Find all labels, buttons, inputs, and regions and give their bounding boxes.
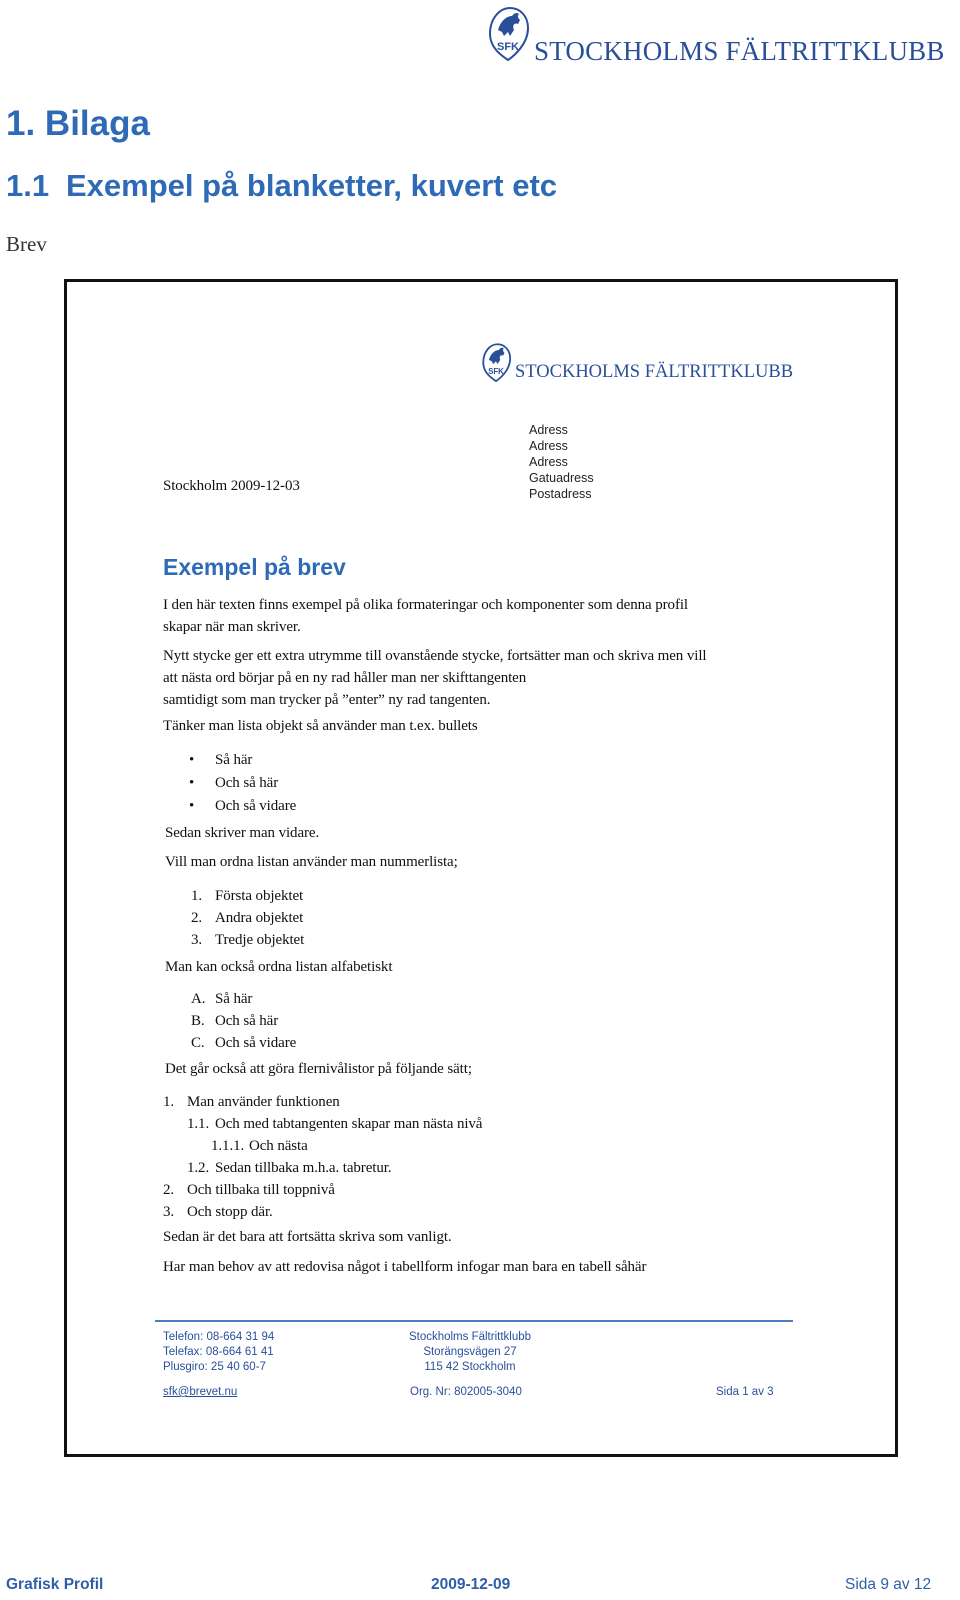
letter-club-name: STOCKHOLMS FÄLTRITTKLUBB bbox=[515, 362, 794, 382]
list-item-text: Och så här bbox=[215, 1013, 279, 1029]
bullet-icon: • bbox=[189, 752, 195, 768]
footer-fax: Telefax: 08-664 61 41 bbox=[163, 1346, 274, 1358]
closing-line-1: Sedan är det bara att fortsätta skriva som vanligt. bbox=[163, 1229, 452, 1245]
list-item bbox=[163, 1157, 482, 1179]
subsection-title: Exempel på blanketter, kuvert etc bbox=[66, 168, 558, 203]
list-marker: C. bbox=[191, 1035, 205, 1051]
logo-initials: SFK bbox=[497, 41, 519, 53]
letter-title: Exempel på brev bbox=[163, 554, 346, 580]
multilevel-intro: Det går också att göra flernivålistor på följande sätt; bbox=[165, 1061, 472, 1077]
horse-emblem-icon bbox=[479, 340, 513, 384]
list-marker: 2. bbox=[191, 910, 203, 926]
list-marker: 1. bbox=[191, 888, 203, 904]
letter-logo bbox=[479, 340, 809, 392]
list-item bbox=[163, 1135, 482, 1157]
address-line: Gatuadress bbox=[529, 471, 594, 485]
footer-address bbox=[405, 1330, 535, 1375]
footer-phone: Telefon: 08-664 31 94 bbox=[163, 1331, 275, 1343]
list-item bbox=[189, 795, 296, 818]
numbered-intro: Vill man ordna listan använder man nummerlista; bbox=[165, 854, 458, 870]
list-item-text: Tredje objektet bbox=[215, 932, 305, 948]
page-footer-title: Grafisk Profil bbox=[6, 1576, 104, 1593]
footer-page-number: Sida 1 av 3 bbox=[716, 1386, 774, 1398]
horse-emblem-icon bbox=[484, 4, 532, 62]
footer-divider bbox=[155, 1320, 793, 1322]
list-item bbox=[189, 772, 296, 795]
list-item-text: Och så vidare bbox=[215, 798, 297, 814]
numbered-list bbox=[191, 885, 304, 951]
list-item-text: Och så här bbox=[215, 775, 279, 791]
multilevel-list bbox=[163, 1091, 482, 1223]
after-bullets: Sedan skriver man vidare. bbox=[165, 825, 320, 841]
list-item bbox=[163, 1113, 482, 1135]
recipient-address bbox=[529, 422, 594, 502]
club-name: STOCKHOLMS FÄLTRITTKLUBB bbox=[534, 36, 945, 66]
list-marker: B. bbox=[191, 1013, 205, 1029]
list-item bbox=[191, 1010, 296, 1032]
bullet-intro: Tänker man lista objekt så använder man t.ex. bullets bbox=[163, 718, 478, 734]
alpha-intro: Man kan också ordna listan alfabetiskt bbox=[165, 959, 393, 975]
page-footer-page: Sida 9 av 12 bbox=[845, 1576, 932, 1593]
list-item bbox=[191, 907, 304, 929]
bullet-icon: • bbox=[189, 775, 195, 791]
list-item bbox=[163, 1091, 482, 1113]
list-item-text: Första objektet bbox=[215, 888, 304, 904]
list-marker: 1. bbox=[163, 1094, 175, 1110]
address-line: Adress bbox=[529, 455, 568, 469]
text-line: I den här texten finns exempel på olika formateringar och komponenter som denna profil bbox=[163, 597, 688, 613]
footer-plusgiro: Plusgiro: 25 40 60-7 bbox=[163, 1361, 266, 1373]
paragraph-2 bbox=[163, 645, 706, 711]
address-line: Postadress bbox=[529, 487, 592, 501]
letter-date: Stockholm 2009-12-03 bbox=[163, 478, 300, 494]
list-item-text: Och med tabtangenten skapar man nästa nivå bbox=[215, 1116, 483, 1132]
footer-org-nr: Org. Nr: 802005-3040 bbox=[410, 1386, 522, 1398]
footer-contact bbox=[163, 1330, 274, 1375]
address-line: Adress bbox=[529, 439, 568, 453]
list-item bbox=[163, 1201, 482, 1223]
list-marker: 1.1.1. bbox=[211, 1138, 245, 1154]
list-item-text: Och tillbaka till toppnivå bbox=[187, 1182, 335, 1198]
list-item bbox=[189, 749, 296, 772]
alpha-list bbox=[191, 988, 296, 1054]
list-item-text: Och stopp där. bbox=[187, 1204, 273, 1220]
subheading-brev: Brev bbox=[6, 232, 47, 256]
list-marker: 3. bbox=[191, 932, 203, 948]
list-marker: 3. bbox=[163, 1204, 175, 1220]
footer-org-name: Stockholms Fältrittklubb bbox=[408, 1331, 532, 1343]
list-item bbox=[191, 1032, 296, 1054]
closing-line-2: Har man behov av att redovisa något i tabellform infogar man bara en tabell såhär bbox=[163, 1259, 647, 1275]
list-item bbox=[191, 988, 296, 1010]
list-item-text: Och nästa bbox=[249, 1138, 308, 1154]
list-item bbox=[191, 885, 304, 907]
letter-example-page bbox=[64, 279, 898, 1457]
text-line: skapar när man skriver. bbox=[163, 619, 301, 635]
section-heading: 1. Bilaga bbox=[6, 104, 150, 143]
logo-initials: SFK bbox=[488, 367, 504, 377]
list-item-text: Sedan tillbaka m.h.a. tabretur. bbox=[215, 1160, 392, 1176]
list-marker: 1.2. bbox=[187, 1160, 210, 1176]
address-line: Adress bbox=[529, 423, 568, 437]
club-logo-header bbox=[484, 4, 954, 66]
list-item-text: Så här bbox=[215, 991, 253, 1007]
list-item-text: Så här bbox=[215, 752, 253, 768]
footer-email-link[interactable]: sfk@brevet.nu bbox=[163, 1386, 238, 1398]
text-line: att nästa ord börjar på en ny rad håller man ner skifttangenten bbox=[163, 670, 527, 686]
text-line: samtidigt som man trycker på ”enter” ny rad tangenten. bbox=[163, 692, 491, 708]
footer-street: Storängsvägen 27 bbox=[423, 1346, 517, 1358]
list-item-text: Och så vidare bbox=[215, 1035, 297, 1051]
list-marker: A. bbox=[191, 991, 206, 1007]
bullet-list bbox=[189, 749, 296, 818]
subsection-heading bbox=[6, 168, 557, 204]
paragraph-1 bbox=[163, 594, 688, 638]
list-item bbox=[191, 929, 304, 951]
subsection-number: 1.1 bbox=[6, 168, 50, 203]
bullet-icon: • bbox=[189, 798, 195, 814]
list-item-text: Man använder funktionen bbox=[187, 1094, 340, 1110]
list-item-text: Andra objektet bbox=[215, 910, 304, 926]
list-item bbox=[163, 1179, 482, 1201]
list-marker: 2. bbox=[163, 1182, 175, 1198]
text-line: Nytt stycke ger ett extra utrymme till ovanstående stycke, fortsätter man och skriva men vill bbox=[163, 648, 707, 664]
page-footer-date: 2009-12-09 bbox=[431, 1576, 511, 1593]
list-marker: 1.1. bbox=[187, 1116, 210, 1132]
footer-postal: 115 42 Stockholm bbox=[424, 1361, 516, 1373]
